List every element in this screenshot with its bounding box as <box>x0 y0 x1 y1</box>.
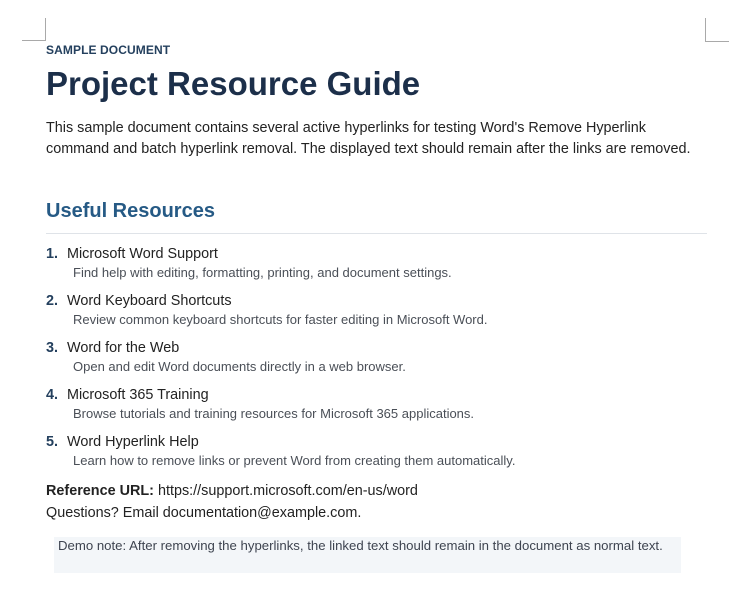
section-heading: Useful Resources <box>46 200 215 222</box>
intro-paragraph: This sample document contains several active hyperlinks for testing Word's Remove Hyperlink command and batch hyperlink removal. The displayed text should remain after the links are removed. <box>46 120 691 157</box>
hyperlink-m365-training[interactable]: Microsoft 365 Training <box>67 387 209 403</box>
list-item-description: Find help with editing, formatting, printing, and document settings. <box>73 265 452 280</box>
list-number: 2. <box>46 293 59 309</box>
list-number: 5. <box>46 434 59 450</box>
resource-list <box>46 245 708 480</box>
list-number: 3. <box>46 340 59 356</box>
margin-corner-marker <box>22 40 46 41</box>
list-item <box>46 433 708 480</box>
margin-corner-marker <box>45 18 46 41</box>
list-item <box>46 386 708 433</box>
hyperlink-hyperlink-help[interactable]: Word Hyperlink Help <box>67 434 199 450</box>
list-item <box>46 339 708 386</box>
document-kicker: SAMPLE DOCUMENT <box>46 43 171 57</box>
hyperlink-word-for-web[interactable]: Word for the Web <box>67 340 180 356</box>
list-item-description: Browse tutorials and training resources for Microsoft 365 applications. <box>73 406 475 421</box>
reference-line <box>46 481 418 501</box>
list-item-description: Learn how to remove links or prevent Word from creating them automatically. <box>73 453 516 468</box>
margin-corner-marker <box>705 41 729 42</box>
demo-note: Demo note: After removing the hyperlinks, the linked text should remain in the document as normal text. <box>54 537 681 573</box>
list-item-description: Open and edit Word documents directly in a web browser. <box>73 359 406 374</box>
email-link[interactable]: documentation@example.com <box>162 505 358 521</box>
questions-prefix: Questions? Email <box>46 505 163 521</box>
questions-suffix: . <box>357 505 362 521</box>
hyperlink-keyboard-shortcuts[interactable]: Word Keyboard Shortcuts <box>67 293 232 309</box>
hyperlink-word-support[interactable]: Microsoft Word Support <box>67 246 218 262</box>
document-title: Project Resource Guide <box>46 65 421 102</box>
list-item <box>46 245 708 292</box>
list-item <box>46 292 708 339</box>
section-divider <box>46 233 707 234</box>
margin-corner-marker <box>705 18 706 42</box>
reference-label: Reference URL: <box>46 483 154 499</box>
list-number: 1. <box>46 246 59 262</box>
questions-line <box>46 503 361 523</box>
list-number: 4. <box>46 387 59 403</box>
reference-url-link[interactable]: https://support.microsoft.com/en-us/word <box>157 483 418 499</box>
list-item-description: Review common keyboard shortcuts for faster editing in Microsoft Word. <box>73 312 488 327</box>
